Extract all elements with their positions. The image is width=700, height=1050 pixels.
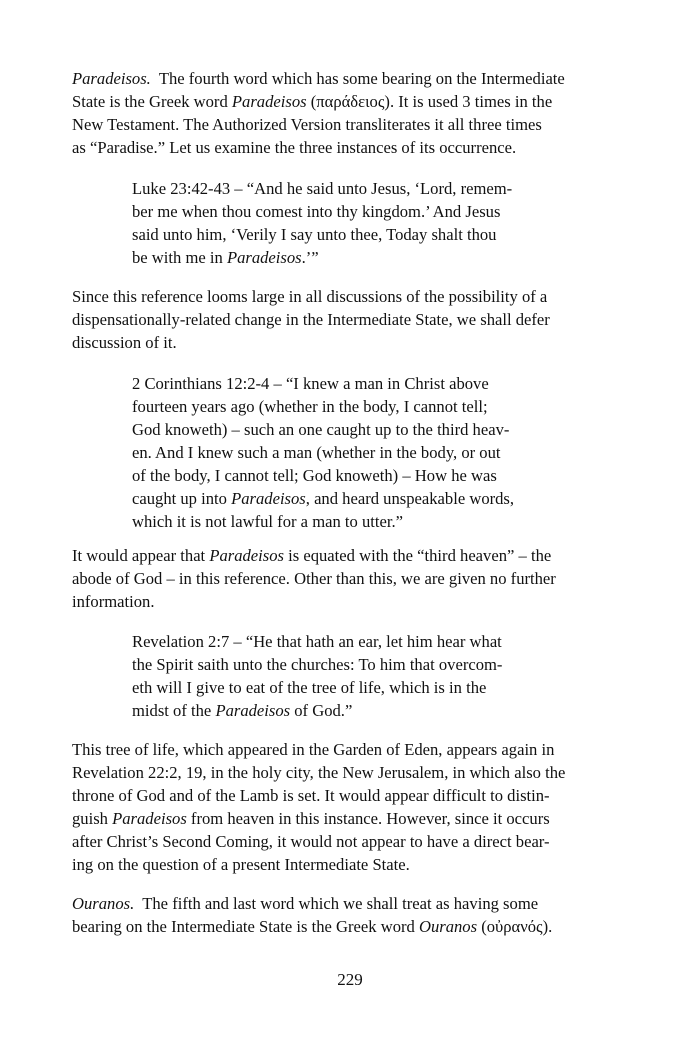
- text-line: [132, 246, 572, 269]
- text-line: [72, 892, 620, 915]
- text-span: bearing on the Intermediate State is the Greek word: [72, 917, 419, 936]
- text-line: throne of God and of the Lamb is set. It would appear difficult to distin-: [72, 786, 550, 805]
- text-line: ing on the question of a present Intermediate State.: [72, 855, 410, 874]
- text-line: 2 Corinthians 12:2-4 – “I knew a man in Christ above: [132, 374, 489, 393]
- text-line: abode of God – in this reference. Other than this, we are given no further: [72, 569, 556, 588]
- text-line: [72, 544, 620, 567]
- text-span: caught up into: [132, 489, 232, 508]
- paragraph-tree-of-life: [72, 738, 620, 876]
- text-line: said unto him, ‘Verily I say unto thee, Today shalt thou: [132, 225, 497, 244]
- text-line: Revelation 22:2, 19, in the holy city, the New Jerusalem, in which also the: [72, 763, 566, 782]
- text-span: The fourth word which has some bearing on the Intermediate: [158, 69, 565, 88]
- text-line: en. And I knew such a man (whether in the body, or out: [132, 443, 501, 462]
- page-number: 229: [337, 970, 363, 989]
- text-span: midst of the: [132, 701, 216, 720]
- text-line: [72, 90, 620, 113]
- text-line: after Christ’s Second Coming, it would not appear to have a direct bear-: [72, 832, 550, 851]
- text-line: Revelation 2:7 – “He that hath an ear, let him hear what: [132, 632, 502, 651]
- text-line: [72, 807, 620, 830]
- text-span: It would appear that: [72, 546, 210, 565]
- italic-term: Paradeisos: [231, 489, 306, 508]
- paragraph-third-heaven: [72, 544, 620, 613]
- quote-luke: [132, 177, 572, 269]
- italic-term: Paradeisos: [226, 248, 302, 267]
- text-line: eth will I give to eat of the tree of life, which is in the: [132, 678, 487, 697]
- text-line: This tree of life, which appeared in the Garden of Eden, appears again in: [72, 740, 555, 759]
- section-heading-paradeisos: Paradeisos.: [72, 69, 151, 88]
- text-line: [72, 915, 620, 938]
- text-line: discussion of it.: [72, 333, 177, 352]
- text-line: New Testament. The Authorized Version transliterates it all three times: [72, 115, 542, 134]
- paragraph-defer: [72, 285, 620, 354]
- text-line: Since this reference looms large in all discussions of the possibility of a: [72, 287, 548, 306]
- quote-revelation: [132, 630, 572, 722]
- text-line: [132, 487, 572, 510]
- text-span: State is the Greek word: [72, 92, 232, 111]
- quote-corinthians: [132, 372, 572, 533]
- text-line: which it is not lawful for a man to utter.”: [132, 512, 403, 531]
- text-span: of God.”: [290, 701, 353, 720]
- text-span: is equated with the “third heaven” – the: [283, 546, 552, 565]
- text-span: guish: [72, 809, 113, 828]
- italic-term: Paradeisos: [215, 701, 291, 720]
- italic-term: Ouranos: [418, 917, 478, 936]
- text-line: of the body, I cannot tell; God knoweth) – How he was: [132, 466, 497, 485]
- text-line: ber me when thou comest into thy kingdom.’ And Jesus: [132, 202, 501, 221]
- text-line: dispensationally-related change in the Intermediate State, we shall defer: [72, 310, 550, 329]
- text-line: [132, 699, 572, 722]
- text-span: .’”: [301, 248, 319, 267]
- paragraph-ouranos: [72, 892, 620, 938]
- text-line: the Spirit saith unto the churches: To him that overcom-: [132, 655, 503, 674]
- text-line: God knoweth) – such an one caught up to the third heav-: [132, 420, 510, 439]
- italic-term: Paradeisos: [231, 92, 307, 111]
- text-line: fourteen years ago (whether in the body, I cannot tell;: [132, 397, 488, 416]
- text-line: information.: [72, 592, 155, 611]
- text-span: The fifth and last word which we shall treat as having some: [142, 894, 539, 913]
- text-span: be with me in: [132, 248, 227, 267]
- section-heading-ouranos: Ouranos.: [72, 894, 135, 913]
- text-span: (παράδειος). It is used 3 times in the: [306, 92, 553, 111]
- text-span: , and heard unspeakable words,: [305, 489, 515, 508]
- text-line: Luke 23:42-43 – “And he said unto Jesus, ‘Lord, remem-: [132, 179, 513, 198]
- italic-term: Paradeisos: [209, 546, 284, 565]
- text-line: as “Paradise.” Let us examine the three instances of its occurrence.: [72, 138, 517, 157]
- text-span: from heaven in this instance. However, since it occurs: [186, 809, 550, 828]
- text-line: [72, 67, 620, 90]
- italic-term: Paradeisos: [112, 809, 187, 828]
- text-span: (οὐρανός).: [477, 917, 553, 936]
- paragraph-paradeisos-intro: [72, 67, 620, 159]
